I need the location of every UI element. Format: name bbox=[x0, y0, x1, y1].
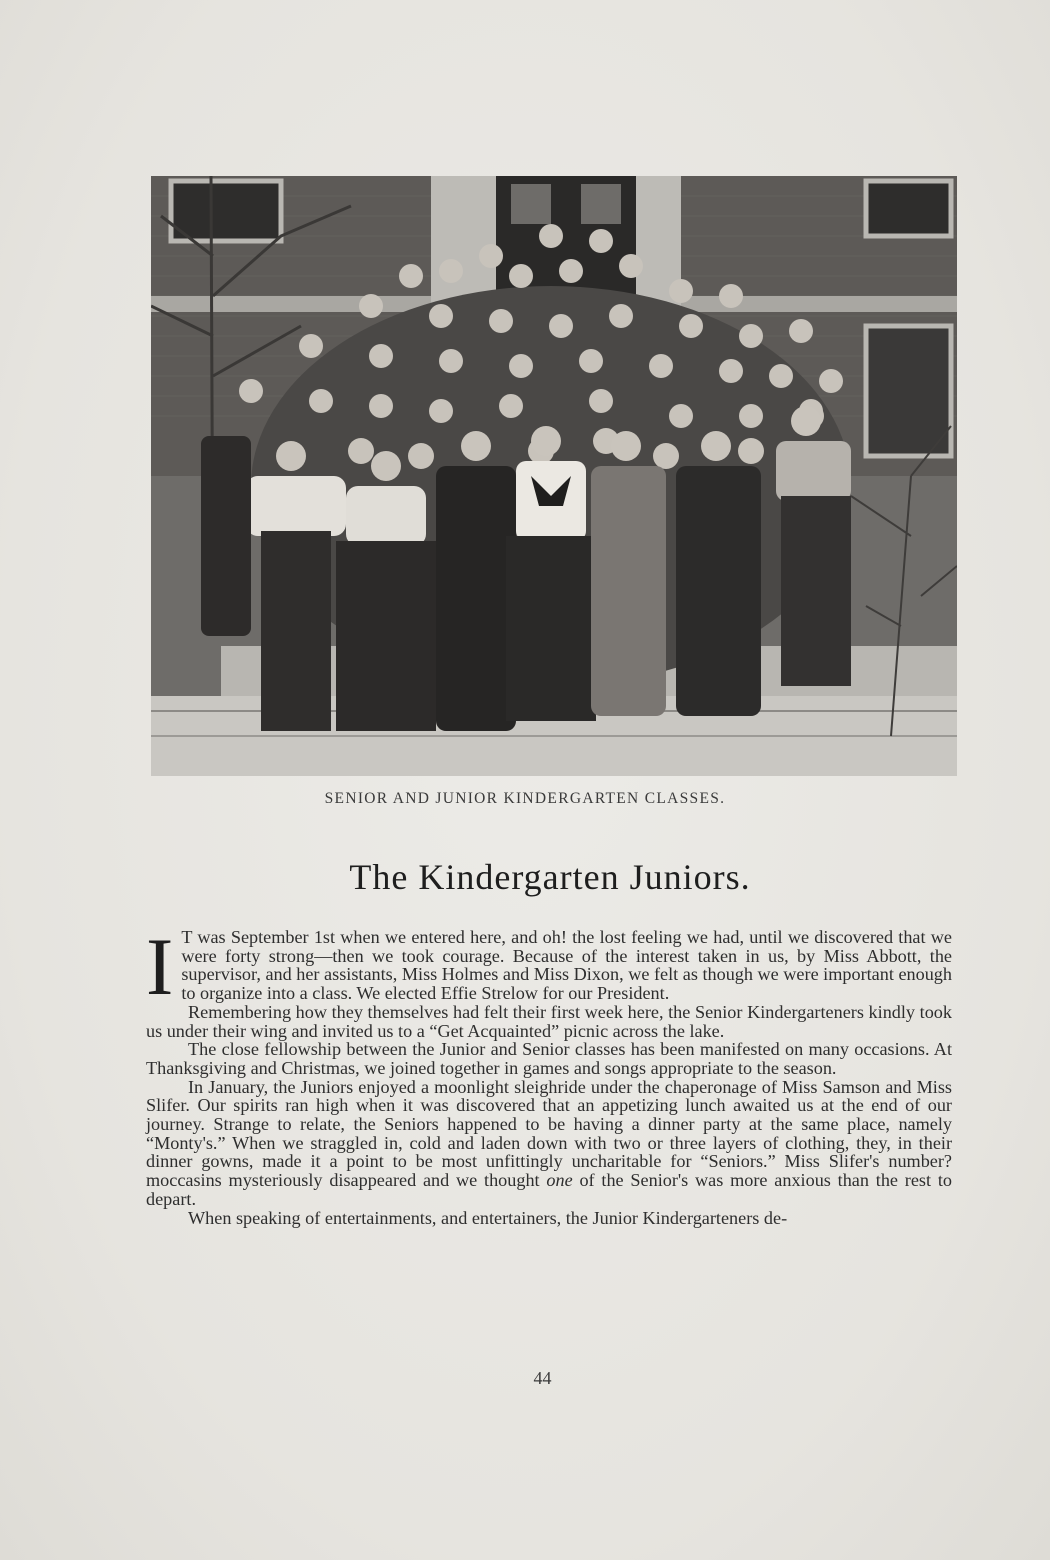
paragraph-4-text-a: In January, the Juniors enjoyed a moonlight sleighride under the chaperonage of Miss Samson and Miss Slifer. Our spirits ran high when it was discovered that an appetizing lunch awaited us at the end of our journey. Strange to relate, the Seniors happened to be having a dinner party at the same place, namely “Monty's.” When we straggled in, cold and laden down with two or three layers of clothing, they, in their dinner gowns, made it a point to be most unfittingly uncharitable for “Seniors.” Miss Slifer's number? moccasins mysteriously disappeared and we thought bbox=[146, 1076, 952, 1191]
paragraph-1 bbox=[146, 921, 952, 1012]
paragraph-4 bbox=[146, 1078, 952, 1209]
drop-cap: I bbox=[146, 921, 174, 1012]
paragraph-4-emphasis: one bbox=[546, 1170, 573, 1191]
article-title: The Kindergarten Juniors. bbox=[349, 857, 751, 897]
paragraph-4-text-b: of the Senior's was more anxious than the rest to depart. bbox=[146, 1170, 952, 1209]
page-number: 44 bbox=[533, 1368, 552, 1388]
paragraph-3: The close fellowship between the Junior and Senior classes has been manifested on many occasions. At Thanksgiving and Christmas, we joined together in games and songs appropriate to the season. bbox=[146, 1039, 952, 1078]
paragraph-2: Remembering how they themselves had felt their first week here, the Senior Kindergarteners kindly took us under their wing and invited us to a “Get Acquainted” picnic across the lake. bbox=[146, 1001, 952, 1041]
paragraph-1-text: T was September 1st when we entered here, and oh! the lost feeling we had, until we discovered that we were forty strong—then we took courage. Because of the interest taken in us, by Miss Abbott, the supervisor, and her assistants, Miss Holmes and Miss Dixon, we felt as though we were important enough to organize into a class. We elected Effie Strelow for our President. bbox=[181, 927, 952, 1004]
paragraph-5: When speaking of entertainments, and entertainers, the Junior Kindergarteners de- bbox=[188, 1207, 788, 1228]
group-photograph bbox=[151, 176, 957, 776]
article-body bbox=[146, 921, 952, 1228]
photograph-image bbox=[151, 176, 957, 776]
photo-caption: SENIOR AND JUNIOR KINDERGARTEN CLASSES. bbox=[324, 790, 726, 807]
